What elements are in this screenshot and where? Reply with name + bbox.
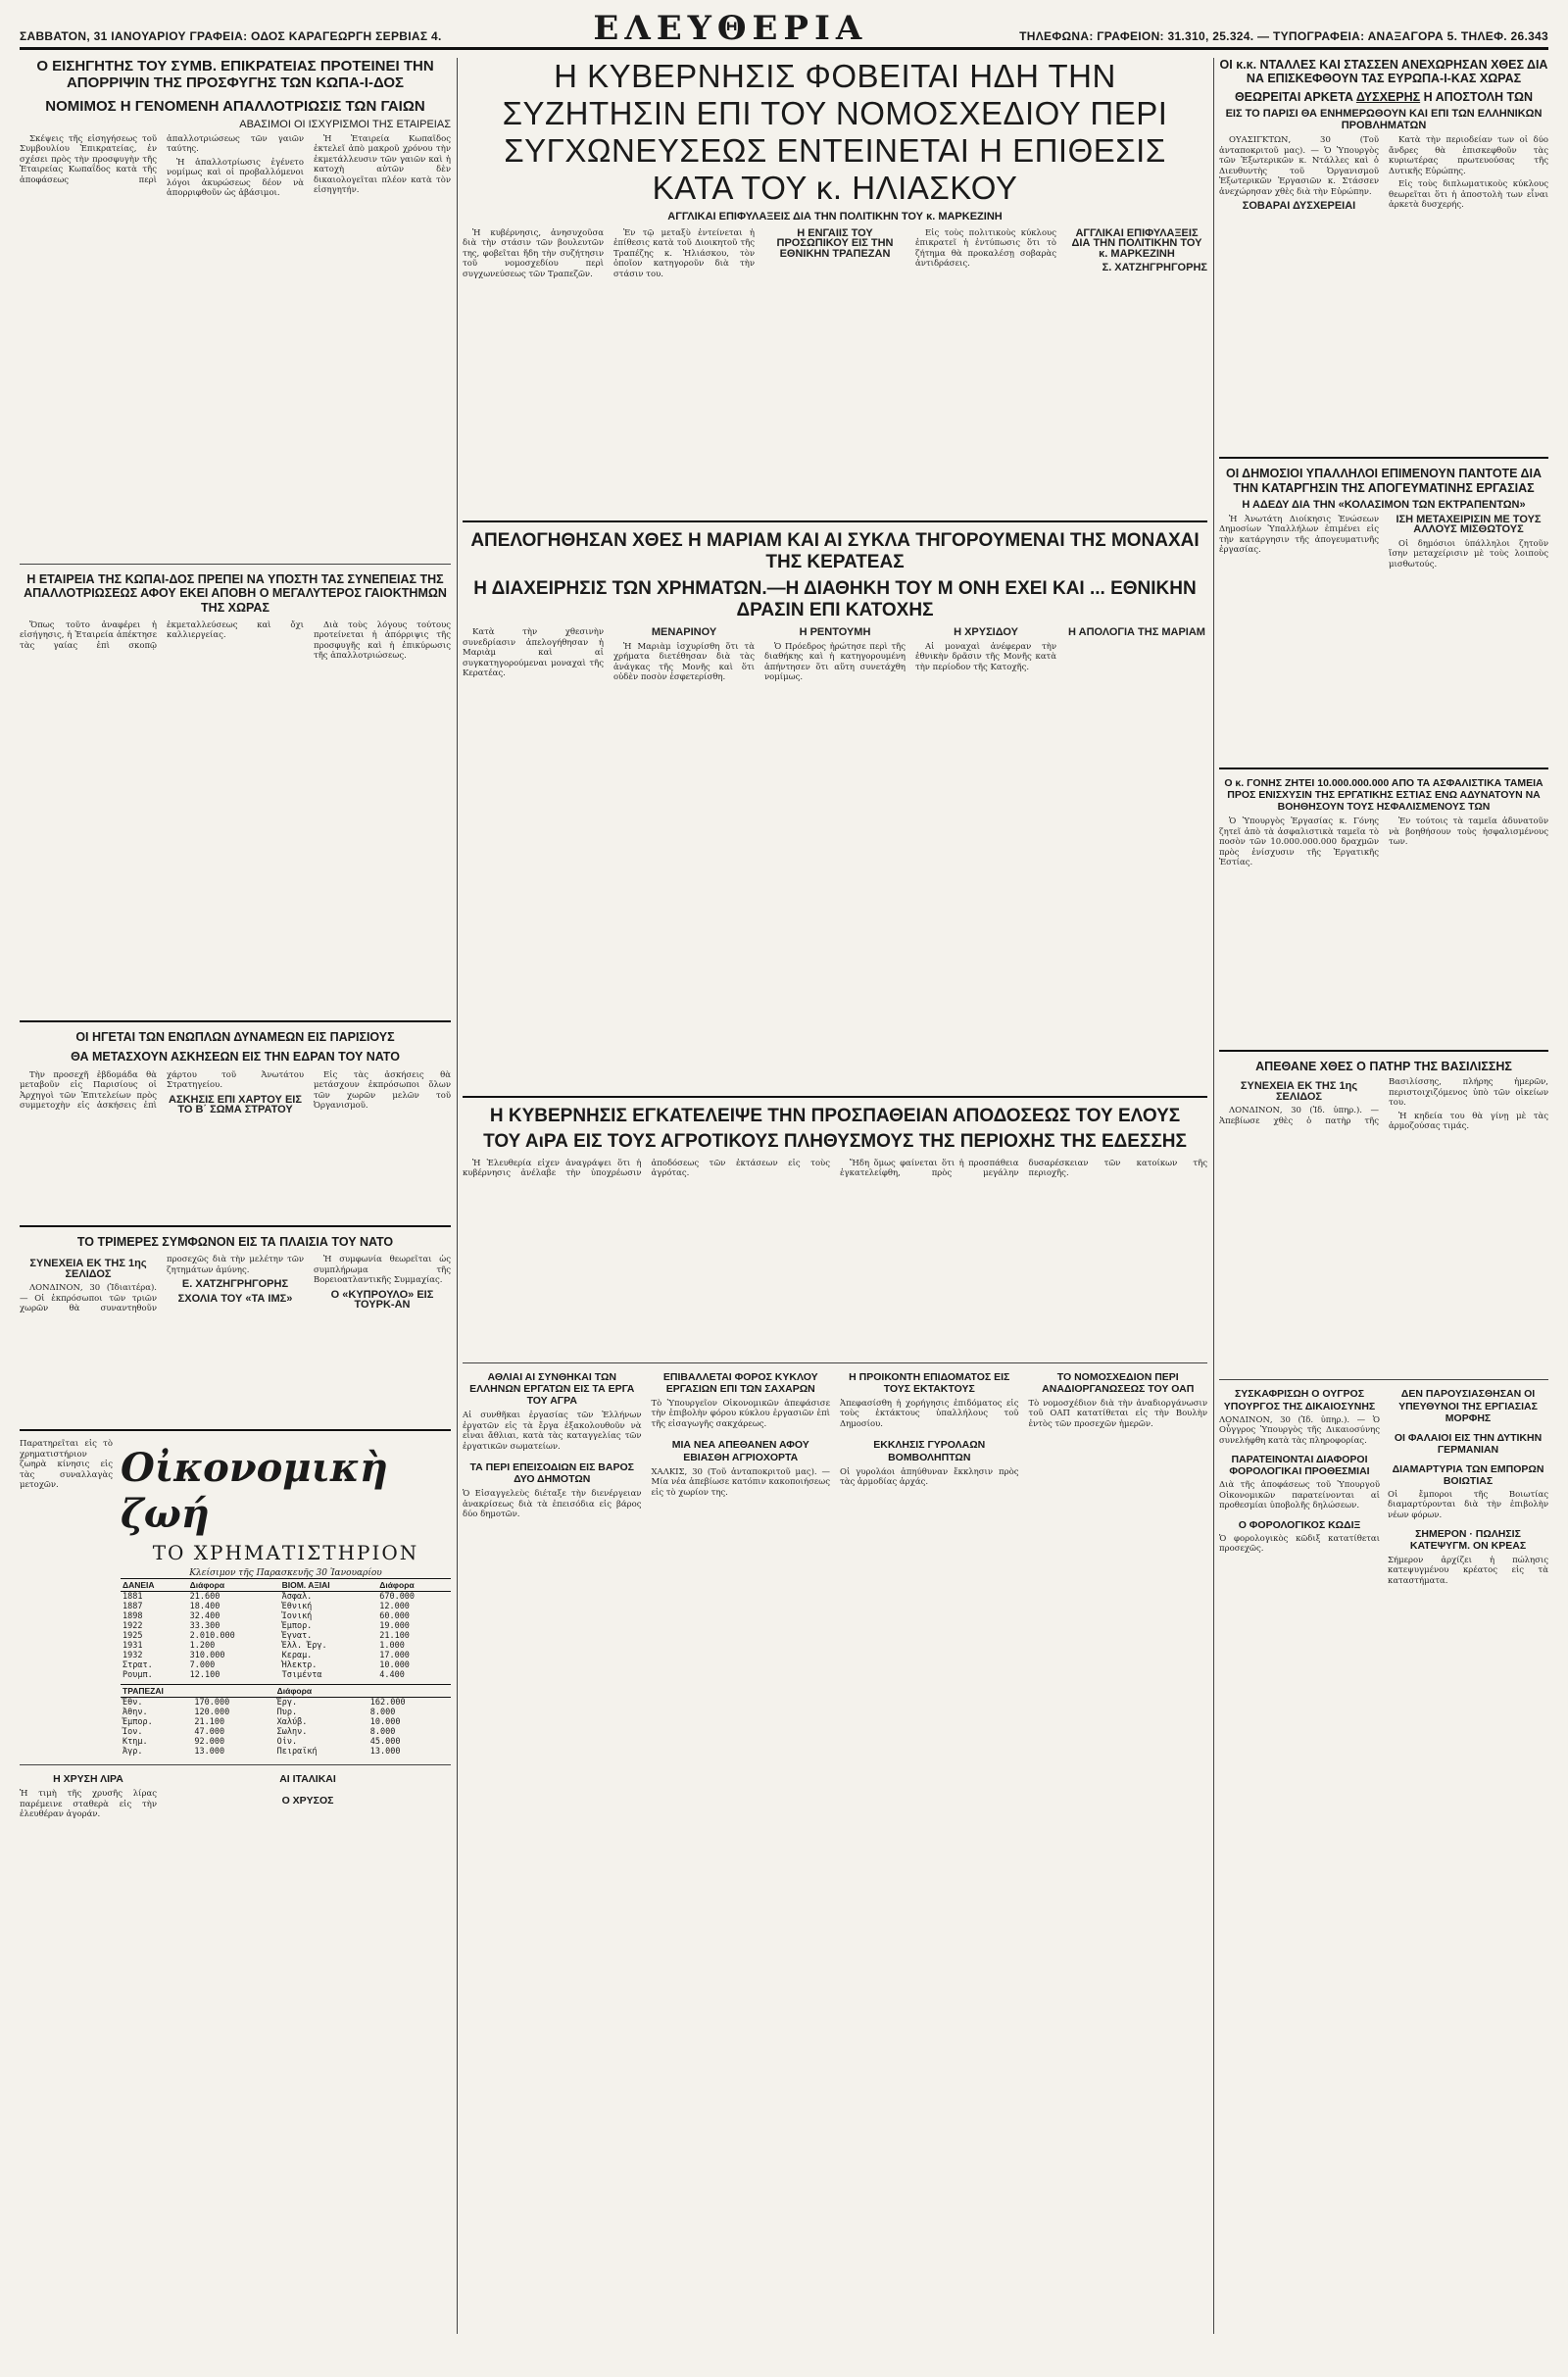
section-subhead: ΜΕΝΑΡΙΝΟΥ [651, 627, 717, 639]
short-news-grid [1219, 1388, 1548, 1586]
table-cell: Οἰν. [276, 1737, 298, 1747]
table-cell: 1932 [122, 1651, 143, 1660]
article-body [1219, 135, 1548, 449]
table-cell: Ἐγνατ. [281, 1631, 313, 1641]
short-news-headline: ΣΥΣΚΑΦΡΙΣΩΗ Ο ΟΥΓΡΟΣ ΥΠΟΥΡΓΟΣ ΤΗΣ ΔΙΚΑΙΟΣΥΝΗΣ [1223, 1388, 1376, 1412]
lead-kicker: ΑΓΓΛΙΚΑΙ ΕΠΙΦΥΛΑΞΕΙΣ ΔΙΑ ΤΗΝ ΠΟΛΙΤΙΚΗΝ ΤΟΥ κ. ΜΑΡΚΕΖΙΝΗ [667, 210, 1003, 223]
article-headline: ΟΙ κ.κ. ΝΤΑΛΛΕΣ ΚΑΙ ΣΤΑΣΣΕΝ ΑΝΕΧΩΡΗΣΑΝ ΧΘΕΣ ΔΙΑ ΝΑ ΕΠΙΣΚΕΦΘΟΥΝ ΤΑΣ ΕΥΡΩΠΑ-Ι-ΚΑΣ ΧΩΡΑΣ [1219, 58, 1548, 86]
table-cell: 18.400 [189, 1602, 220, 1611]
table-cell: 12.000 [379, 1602, 410, 1611]
paragraph: ΛΟΝΔΙΝΟΝ, 30 (Ἰδιαιτέρα). — Οἱ ἐκπρόσωποι τῶν τριῶν χωρῶν θὰ συναντηθοῦν προσεχῶς διὰ τὴν μελέτην τῶν ζητημάτων ἀμύνης. [20, 1255, 304, 1313]
table-cell: Πειραϊκή [276, 1747, 318, 1757]
article-headline: ΟΙ ΗΓΕΤΑΙ ΤΩΝ ΕΝΩΠΛΩΝ ΔΥΝΑΜΕΩΝ ΕΙΣ ΠΑΡΙΣΙΟΥΣ [75, 1029, 395, 1044]
trial-headline: ΑΠΕΛΟΓΗΘΗΣΑΝ ΧΘΕΣ Η ΜΑΡΙΑΜ ΚΑΙ ΑΙ ΣΥΚΛΑ ΤΗΓΟΡΟΥΜΕΝΑΙ ΤΗΣ ΜΟΝΑΧΑΙ ΤΗΣ ΚΕΡΑΤΕΑΣ [470, 529, 1200, 572]
table-cell: 2.010.000 [189, 1631, 235, 1641]
paragraph: Ἡ ἀπαλλοτρίωσις ἐγένετο νομίμως καὶ οἱ προβαλλόμενοι λόγοι ἀκυρώσεως δέον νὰ ἀπορριφθοῦν ὡς ἀβάσιμοι. [167, 157, 304, 199]
paragraph: Ἡ κυβέρνησις, ἀνησυχοῦσα διὰ τὴν στάσιν τῶν βουλευτῶν της, φοβεῖται ἤδη τὴν συζήτησιν τοῦ νομοσχεδίου περὶ συγχωνεύσεως τῶν Τραπεζῶν. [463, 227, 604, 279]
paragraph: Ὅπως τοῦτο ἀναφέρει ἡ εἰσήγησις, ἡ Ἑταιρεία ἀπέκτησε τὰς γαίας ἐπὶ σκοπῷ ἐκμεταλλεύσεως καὶ ὄχι καλλιεργείας. [20, 619, 304, 651]
byline: Ε. ΧΑΤΖΗΓΡΗΓΟΡΗΣ [181, 1278, 289, 1290]
table-cell: 17.000 [379, 1651, 410, 1660]
table-cell: 1.000 [379, 1641, 405, 1651]
stock-exchange-subtitle: Κλείσιμον τῆς Παρασκευῆς 30 Ἰανουαρίου [189, 1568, 382, 1578]
table-cell: 7.000 [189, 1660, 216, 1670]
short-news-headline: ΤΟ ΝΟΜΟΣΧΕΔΙΟΝ ΠΕΡΙ ΑΝΑΔΙΟΡΓΑΝΩΣΕΩΣ ΤΟΥ ΟΑΠ [1042, 1370, 1195, 1395]
table-cell: 1887 [122, 1602, 143, 1611]
table-cell: 120.000 [194, 1708, 230, 1717]
stock-row [121, 1592, 451, 1603]
table-cell: 1922 [122, 1621, 143, 1631]
section-subhead: ΑΓΓΛΙΚΑΙ ΕΠΙΦΥΛΑΞΕΙΣ ΔΙΑ ΤΗΝ ΠΟΛΙΤΙΚΗΝ ΤΟΥ κ. ΜΑΡΚΕΖΙΝΗ [1071, 227, 1202, 260]
newspaper-title: ΕΛΕΥΘΕΡΙΑ [593, 9, 868, 48]
short-news-item [1219, 1388, 1380, 1586]
short-news-headline: ΔΕΝ ΠΑΡΟΥΣΙΑΣΘΗΣΑΝ ΟΙ ΥΠΕΥΘΥΝΟΙ ΤΗΣ ΕΡΓΙΑΣΙΑΣ ΜΟΡΦΗΣ [1398, 1388, 1538, 1424]
article-body [20, 1255, 451, 1421]
section-subhead: Η ΡΕΝΤΟΥΜΗ [799, 627, 871, 639]
table-cell: 8.000 [369, 1708, 396, 1717]
article-headline: Ο κ. ΓΟΝΗΣ ΖΗΤΕΙ 10.000.000.000 ΑΠΟ ΤΑ ΑΣΦΑΛΙΣΤΙΚΑ ΤΑΜΕΙΑ ΠΡΟΣ ΕΝΙΣΧΥΣΙΝ ΤΗΣ ΕΡΓΑΤΙΚΗΣ ΕΣΤΙΑΣ ΕΝΩ ΑΔΥΝΑΤΟΥΝ ΝΑ ΒΟΗΘΗΣΟΥΝ ΤΟΥΣ ΗΣΦΑΛΙΣΜΕΝΟΥΣ ΤΩΝ [1224, 776, 1544, 813]
section-subhead: Ο «ΚΥΠΡΟΥΛΟ» ΕΙΣ ΤΟΥΡΚ-ΑΝ [330, 1288, 434, 1311]
continuation-note: ΣΥΝΕΧΕΙΑ ΕΚ ΤΗΣ 1ης ΣΕΛΙΔΟΣ [29, 1258, 147, 1280]
left-column [20, 58, 451, 1820]
short-news-headline: ΑΘΛΙΑΙ ΑΙ ΣΥΝΘΗΚΑΙ ΤΩΝ ΕΛΛΗΝΩΝ ΕΡΓΑΤΩΝ ΕΙΣ ΤΑ ΕΡΓΑ ΤΟΥ ΑΓΡΑ [469, 1370, 635, 1407]
short-news-item [652, 1371, 831, 1520]
table-cell: Πυρ. [276, 1708, 298, 1717]
page-columns [20, 50, 1548, 2334]
table-cell: Ἐμπορ. [122, 1717, 153, 1727]
short-news-item [840, 1371, 1019, 1520]
table-header: Διάφορα [377, 1579, 451, 1592]
paragraph: Εἰς τοὺς διπλωματικοὺς κύκλους θεωρεῖται ὅτι ἡ ἀποστολὴ των εἶναι ἀρκετὰ δυσχερής. [1389, 179, 1548, 211]
table-cell: Ρουμπ. [122, 1670, 153, 1680]
article-body [1219, 817, 1548, 1042]
table-cell: 33.300 [189, 1621, 220, 1631]
article-kicker: ΑΒΑΣΙΜΟΙ ΟΙ ΙΣΧΥΡΙΣΜΟΙ ΤΗΣ ΕΤΑΙΡΕΙΑΣ [239, 118, 451, 130]
article-body [1219, 1077, 1548, 1371]
table-cell: 21.600 [189, 1592, 220, 1602]
short-news-item [463, 1371, 642, 1520]
table-cell: Κτημ. [122, 1737, 148, 1747]
short-news-headline: ΣΗΜΕΡΟΝ · ΠΩΛΗΣΙΣ ΚΑΤΕΨΥΓΜ. ΟΝ ΚΡΕΑΣ [1409, 1528, 1527, 1553]
table-cell: Ἐλλ. Ἐργ. [281, 1641, 327, 1651]
table-cell: Ἐθνική [281, 1602, 313, 1611]
lead-article-body [463, 228, 1207, 513]
bank-row [121, 1708, 451, 1717]
short-news-item [1388, 1388, 1548, 1586]
paragraph: Εἰς τοὺς πολιτικοὺς κύκλους ἐπικρατεῖ ἡ ἐντύπωσις ὅτι τὸ ζήτημα θὰ προκαλέσῃ σοβαρὰς ἀντιδράσεις. [915, 227, 1056, 270]
table-cell: 310.000 [189, 1651, 225, 1660]
paragraph: Διὰ τοὺς λόγους τούτους προτείνεται ἡ ἀπόρριψις τῆς προσφυγῆς καὶ ἡ ἐπικύρωσις τῆς ἀπαλλοτριώσεως. [314, 619, 451, 662]
short-news-text: Αἱ συνθῆκαι ἐργασίας τῶν Ἑλλήνων ἐργατῶν εἰς τὰ ἔργα ἐξακολουθοῦν νὰ εἶναι ἄθλιαι, κατὰ τὰς καταγγελίας τῶν ἐργατικῶν σωματείων. [463, 1411, 642, 1452]
article-headline: ΑΠΕΘΑΝΕ ΧΘΕΣ Ο ΠΑΤΗΡ ΤΗΣ ΒΑΣΙΛΙΣΣΗΣ [1255, 1060, 1512, 1074]
table-cell: 670.000 [379, 1592, 416, 1602]
stock-exchange-title: ΤΟ ΧΡΗΜΑΤΙΣΤΗΡΙΟΝ [152, 1541, 419, 1564]
section-subhead: Η ΧΡΥΣΙΔΟΥ [954, 627, 1018, 639]
article-headline: Η ΕΤΑΙΡΕΙΑ ΤΗΣ ΚΩΠΑΙ-ΔΟΣ ΠΡΕΠΕΙ ΝΑ ΥΠΟΣΤΗ ΤΑΣ ΣΥΝΕΠΕΙΑΣ ΤΗΣ ΑΠΑΛΛΟΤΡΙΩΣΕΩΣ ΑΦΟΥ ΕΚΕΙ ΑΠΟΒΗ Ο ΜΕΓΑΛΥΤΕΡΟΣ ΓΑΙΟΚΤΗΜΩΝ ΤΗΣ ΧΩΡΑΣ [24, 571, 447, 615]
table-cell: 10.000 [379, 1660, 410, 1670]
article-body [20, 134, 451, 556]
stock-row [121, 1670, 451, 1680]
section-subhead: Η ΕΝΓΑΙΙΣ ΤΟΥ ΠΡΟΣΩΠΙΚΟΥ ΕΙΣ ΤΗΝ ΕΘΝΙΚΗΝ ΤΡΑΠΕΖΑΝ [776, 227, 894, 260]
column-divider [1213, 58, 1214, 2334]
stock-row [121, 1660, 451, 1670]
banks-table [121, 1684, 451, 1757]
short-news-headline: ΟΙ ΦΑΛΑΙΟΙ ΕΙΣ ΤΗΝ ΔΥΤΙΚΗΝ ΓΕΡΜΑΝΙΑΝ [1394, 1431, 1543, 1456]
article-body [20, 620, 451, 1013]
table-cell: 13.000 [194, 1747, 225, 1757]
paragraph: Οἱ δημόσιοι ὑπάλληλοι ζητοῦν ἴσην μεταχείρισιν μὲ τοὺς λοιποὺς μισθωτούς. [1389, 538, 1548, 569]
masthead [20, 9, 1548, 50]
short-news-text: Τὸ Ὑπουργεῖον Οἰκονομικῶν ἀπεφάσισε τὴν ἐπιβολὴν φόρου κύκλου ἐργασιῶν ἐπὶ τῆς εἰσαγωγῆς σακχάρεως. [651, 1398, 830, 1429]
gold-sovereign-heading: Η ΧΡΥΣΗ ΛΙΡΑ [53, 1773, 123, 1785]
table-cell: Ἀσφαλ. [281, 1592, 313, 1602]
table-cell: 21.100 [194, 1717, 225, 1727]
table-header: ΔΑΝΕΙΑ [121, 1579, 188, 1592]
paragraph: Ἡ Ἑταιρεία Κωπαΐδος ἐκτελεῖ ἀπὸ μακροῦ χρόνου τὴν ἐκμετάλλευσιν τῶν γαιῶν καὶ ἡ κατοχὴ αὐτῶν δὲν δικαιολογεῖται πλέον κατὰ τὸν εἰσηγητήν. [314, 133, 451, 196]
table-cell: 1.200 [189, 1641, 216, 1651]
table-cell: 45.000 [369, 1737, 401, 1747]
table-cell: 1881 [122, 1592, 143, 1602]
stock-exchange-box [121, 1439, 451, 1757]
table-header: ΤΡΑΠΕΖΑΙ [121, 1685, 275, 1698]
table-cell: 13.000 [369, 1747, 401, 1757]
center-column [463, 58, 1207, 1520]
bank-row [121, 1737, 451, 1747]
newspaper-page [20, 9, 1548, 2347]
section-subhead: ΣΧΟΛΙΑ ΤΟΥ «ΤΑ ΙΜΣ» [177, 1292, 293, 1305]
stock-row [121, 1631, 451, 1641]
table-cell: Ἰον. [122, 1727, 143, 1737]
article-headline: ΟΙ ΔΗΜΟΣΙΟΙ ΥΠΑΛΛΗΛΟΙ ΕΠΙΜΕΝΟΥΝ ΠΑΝΤΟΤΕ ΔΙΑ ΤΗΝ ΚΑΤΑΡΓΗΣΙΝ ΤΗΣ ΑΠΟΓΕΥΜΑΤΙΝΗΣ ΕΡΓΑΣΙΑΣ [1225, 467, 1543, 495]
subheadline-underlined-word: ΔΥΣΧΕΡΗΣ [1355, 89, 1421, 104]
table-cell: Ἐμπορ. [281, 1621, 313, 1631]
article-headline: Ο ΕΙΣΗΓΗΤΗΣ ΤΟΥ ΣΥΜΒ. ΕΠΙΚΡΑΤΕΙΑΣ ΠΡΟΤΕΙΝΕΙ ΤΗΝ ΑΠΟΡΡΙΨΙΝ ΤΗΣ ΠΡΟΣΦΥΓΗΣ ΤΩΝ ΚΩΠΑ-Ι-ΔΟΣ [36, 58, 434, 92]
short-news-headline: ΤΑ ΠΕΡΙ ΕΠΕΙΣΟΔΙΩΝ ΕΙΣ ΒΑΡΟΣ ΔΥΟ ΔΗΜΟΤΩΝ [469, 1461, 634, 1486]
table-cell: Ἀθην. [122, 1708, 148, 1717]
short-news-text: Ὁ φορολογικὸς κῶδιξ κατατίθεται προσεχῶς. [1219, 1533, 1380, 1555]
section-subhead: ΙΣΗ ΜΕΤΑΧΕΙΡΙΣΙΝ ΜΕ ΤΟΥΣ ΑΛΛΟΥΣ ΜΙΣΘΩΤΟΥΣ [1396, 514, 1542, 536]
table-cell: 47.000 [194, 1727, 225, 1737]
table-header: Διάφορα [275, 1685, 451, 1698]
table-cell: 60.000 [379, 1611, 410, 1621]
table-cell: 10.000 [369, 1717, 401, 1727]
short-news-headline: ΜΙΑ ΝΕΑ ΑΠΕΘΑΝΕΝ ΑΦΟΥ ΕΒΙΑΣΘΗ ΑΓΡΙΟΧΟΡΤΑ [671, 1439, 809, 1463]
short-news-text: ΧΑΛΚΙΣ, 30 (Τοῦ ἀνταποκριτοῦ μας). — Μία νέα ἀπεβίωσε κατόπιν κακοποιήσεως εἰς τὸ χωρίον της. [651, 1466, 830, 1498]
paragraph: Ἐν τῷ μεταξὺ ἐντείνεται ἡ ἐπίθεσις κατὰ τοῦ Διοικητοῦ τῆς Τραπέζης κ. Ἠλιάσκου, τὸν ὁποῖον κατηγοροῦν διὰ τὴν στάσιν του. [613, 227, 755, 279]
short-news-text: Οἱ ἔμποροι τῆς Βοιωτίας διαμαρτύρονται διὰ τὴν ἐπιβολὴν νέων φόρων. [1388, 1489, 1548, 1520]
gold-sovereign-text: Ἡ τιμὴ τῆς χρυσῆς λίρας παρέμεινε σταθερὰ εἰς τὴν ἐλευθέραν ἀγοράν. [20, 1789, 157, 1820]
paragraph: Ἡ Ἐλευθερία εἶχεν ἀναγράψει ὅτι ἡ κυβέρνησις ἀνέλαβε τὴν ὑποχρέωσιν ἀποδόσεως τῶν ἐκτάσεων εἰς τοὺς ἀγρότας. [463, 1158, 830, 1179]
table-cell: 8.000 [369, 1727, 396, 1737]
table-cell: 162.000 [369, 1698, 406, 1708]
short-news-text: Ὁ Εἰσαγγελεὺς διέταξε τὴν διενέργειαν ἀνακρίσεως διὰ τὰ ἐπεισόδια εἰς βάρος δύο δημοτῶν. [463, 1489, 642, 1520]
short-news-headline: ΠΑΡΑΤΕΙΝΟΝΤΑΙ ΔΙΑΦΟΡΟΙ ΦΟΡΟΛΟΓΙΚΑΙ ΠΡΟΘΕΣΜΙΑΙ [1229, 1454, 1370, 1478]
section-subhead: ΣΟΒΑΡΑΙ ΔΥΣΧΕΡΕΙΑΙ [1242, 200, 1356, 213]
lead-headline: Η ΚΥΒΕΡΝΗΣΙΣ ΦΟΒΕΙΤΑΙ ΗΔΗ ΤΗΝ ΣΥΖΗΤΗΣΙΝ ΕΠΙ ΤΟΥ ΝΟΜΟΣΧΕΔΙΟΥ ΠΕΡΙ ΣΥΓΧΩΝΕΥΣΕΩΣ ΕΝΤΕΙΝΕΤΑΙ Η ΕΠΙΘΕΣΙΣ ΚΑΤΑ ΤΟΥ κ. ΗΛΙΑΣΚΟΥ [502, 58, 1168, 206]
bank-row [121, 1727, 451, 1737]
short-news-item [1029, 1371, 1208, 1520]
stock-row [121, 1611, 451, 1621]
table-cell: 19.000 [379, 1621, 410, 1631]
gold-heading: Ο ΧΡΥΣΟΣ [281, 1795, 334, 1808]
short-news-text: Τὸ νομοσχέδιον διὰ τὴν ἀναδιοργάνωσιν τοῦ ΟΑΠ κατατίθεται εἰς τὴν Βουλὴν ἐντὸς τῶν προσεχῶν ἡμερῶν. [1028, 1398, 1207, 1429]
table-header: Διάφορα [188, 1579, 280, 1592]
table-cell: 32.400 [189, 1611, 220, 1621]
table-cell: Ἐθν. [122, 1698, 143, 1708]
bank-row [121, 1747, 451, 1757]
paragraph: ΛΟΝΔΙΝΟΝ, 30 (Ἰδ. ὑπηρ.). — Ἀπεβίωσε χθὲς ὁ πατὴρ τῆς Βασιλίσσης, πλήρης ἡμερῶν, περιστοιχιζόμενος ὑπὸ τῶν οἰκείων του. [1219, 1077, 1548, 1126]
article-kicker: ΕΙΣ ΤΟ ΠΑΡΙΣΙ ΘΑ ΕΝΗΜΕΡΩΘΟΥΝ ΚΑΙ ΕΠΙ ΤΩΝ ΕΛΛΗΝΙΚΩΝ ΠΡΟΒΛΗΜΑΤΩΝ [1225, 108, 1543, 132]
short-news-headline: ΕΚΚΛΗΣΙΣ ΓΥΡΟΛΑΩΝ ΒΟΜΒΟΛΗΠΤΩΝ [873, 1439, 986, 1463]
table-cell: Σωλην. [276, 1727, 308, 1737]
economic-intro [20, 1439, 113, 1757]
stock-row [121, 1651, 451, 1660]
trial-article-body [463, 627, 1207, 1088]
masthead-phones: ΤΗΛΕΦΩΝΑ: ΓΡΑΦΕΙΟΝ: 31.310, 25.324. — ΤΥΠΟΓΡΑΦΕΙΑ: ΑΝΑΞΑΓΟΡΑ 5. ΤΗΛΕΦ. 26.343 [1019, 29, 1548, 43]
byline: Σ. ΧΑΤΖΗΓΡΗΓΟΡΗΣ [1102, 262, 1207, 274]
short-news-headline: Η ΠΡΟΙΚΟΝΤΗ ΕΠΙΔΟΜΑΤΟΣ ΕΙΣ ΤΟΥΣ ΕΚΤΑΚΤΟΥΣ [849, 1370, 1010, 1395]
section-subhead: ΑΣΚΗΣΙΣ ΕΠΙ ΧΑΡΤΟΥ ΕΙΣ ΤΟ Β΄ ΣΩΜΑ ΣΤΡΑΤΟΥ [169, 1093, 302, 1116]
short-news-headline: Ο ΦΟΡΟΛΟΓΙΚΟΣ ΚΩΔΙΞ [1238, 1518, 1361, 1531]
paragraph: Σκέψεις τῆς εἰσηγήσεως τοῦ Συμβουλίου Ἐπικρατείας, ἐν σχέσει πρὸς τὴν προσφυγὴν τῆς Ἑταιρείας Κωπαΐδος κατὰ τῆς ἀποφάσεως περὶ ἀπαλλοτριώσεως τῶν γαιῶν ταύτης. [20, 133, 304, 185]
stock-row [121, 1602, 451, 1611]
paragraph: Ἡ Μαριὰμ ἰσχυρίσθη ὅτι τὰ χρήματα διετέθησαν διὰ τὰς ἀνάγκας τῆς Μονῆς καὶ ὅτι οὐδὲν ποσὸν ἐσφετερίσθη. [613, 641, 755, 683]
article-headline: ΤΟ ΤΡΙΜΕΡΕΣ ΣΥΜΦΩΝΟΝ ΕΙΣ ΤΑ ΠΛΑΙΣΙΑ ΤΟΥ ΝΑΤΟ [76, 1234, 394, 1249]
table-cell: Χαλύβ. [276, 1717, 308, 1727]
stock-table [121, 1578, 451, 1680]
article-subheadline [1219, 90, 1548, 104]
article-body [20, 1070, 451, 1217]
column-divider [457, 58, 458, 2334]
article-kicker: Η ΑΔΕΔΥ ΔΙΑ ΤΗΝ «ΚΟΛΑΣΙΜΟΝ ΤΩΝ ΕΚΤΡΑΠΕΝΤΩΝ» [1242, 498, 1526, 511]
paragraph: Ὁ Πρόεδρος ἠρώτησε περὶ τῆς διαθήκης καὶ ἡ κατηγορουμένη ἀπήντησεν ὅτι αὕτη συνετάχθη νομίμως. [764, 641, 906, 683]
table-cell: 170.000 [194, 1698, 230, 1708]
short-news-text: Ἀπεφασίσθη ἡ χορήγησις ἐπιδόματος εἰς τοὺς ἐκτάκτους ὑπαλλήλους τοῦ Δημοσίου. [840, 1398, 1019, 1429]
table-cell: 4.400 [379, 1670, 405, 1680]
italian-heading: ΑΙ ΙΤΑΛΙΚΑΙ [279, 1773, 336, 1785]
right-column [1219, 58, 1548, 1586]
short-news-text: Οἱ γυρολάοι ἀπηύθυναν ἔκκλησιν πρὸς τὰς ἀρμοδίας ἀρχάς. [840, 1466, 1019, 1488]
paragraph: Κατὰ τὴν χθεσινὴν συνεδρίασιν ἀπελογήθησαν ἡ Μαριὰμ καὶ αἱ συγκατηγορούμεναι μοναχαὶ τῆς Κερατέας. [463, 627, 604, 679]
subheadline-part: ΘΕΩΡΕΙΤΑΙ ΑΡΚΕΤΑ [1234, 89, 1353, 104]
trial-subheadline: Η ΔΙΑΧΕΙΡΗΣΙΣ ΤΩΝ ΧΡΗΜΑΤΩΝ.—Η ΔΙΑΘΗΚΗ ΤΟΥ Μ ΟΝΗ ΕΧΕΙ ΚΑΙ ... ΕΘΝΙΚΗΝ ΔΡΑΣΙΝ ΕΠΙ ΚΑΤΟΧΗΣ [473, 578, 1197, 621]
edessa-headline: Η ΚΥΒΕΡΝΗΣΙΣ ΕΓΚΑΤΕΛΕΙΨΕ ΤΗΝ ΠΡΟΣΠΑΘΕΙΑΝ ΑΠΟΔΟΣΕΩΣ ΤΟΥ ΕΛΟΥΣ [489, 1106, 1181, 1127]
short-news-headline: ΕΠΙΒΑΛΛΕΤΑΙ ΦΟΡΟΣ ΚΥΚΛΟΥ ΕΡΓΑΣΙΩΝ ΕΠΙ ΤΩΝ ΣΑΧΑΡΩΝ [662, 1370, 818, 1395]
paragraph: Εἰς τὰς ἀσκήσεις θὰ μετάσχουν ἐκπρόσωποι ὅλων τῶν χωρῶν μελῶν τοῦ Ὀργανισμοῦ. [314, 1069, 451, 1112]
stock-row [121, 1641, 451, 1651]
stock-row [121, 1621, 451, 1631]
paragraph: ΟΥΑΣΙΓΚΤΩΝ, 30 (Τοῦ ἀνταποκριτοῦ μας). — Ὁ Ὑπουργὸς τῶν Ἐξωτερικῶν κ. Ντάλλες καὶ ὁ Διευθυντὴς τοῦ Ὀργανισμοῦ Ἐξωτερικῶν Ἐργασιῶν κ. Στάσσεν ἀνεχώρησαν χθὲς διὰ τὴν Εὐρώπην. [1219, 135, 1379, 197]
table-cell: 1925 [122, 1631, 143, 1641]
short-news-text: ΛΟΝΔΙΝΟΝ, 30 (Ἰδ. ὑπηρ.). — Ὁ Οὖγγρος Ὑπουργὸς τῆς Δικαιοσύνης συνελήφθη κατὰ τὰς πληροφορίας. [1219, 1414, 1380, 1446]
table-cell: 92.000 [194, 1737, 225, 1747]
table-cell: 12.100 [189, 1670, 220, 1680]
table-cell: Ἀγρ. [122, 1747, 143, 1757]
paragraph: Ἤδη ὅμως φαίνεται ὅτι ἡ προσπάθεια ἐγκατελείφθη, πρὸς μεγάλην δυσαρέσκειαν τῶν κατοίκων τῆς περιοχῆς. [840, 1158, 1207, 1179]
table-cell: Στρατ. [122, 1660, 153, 1670]
paragraph: Ὁ Ὑπουργὸς Ἐργασίας κ. Γόνης ζητεῖ ἀπὸ τὰ ἀσφαλιστικὰ ταμεῖα τὸ ποσὸν τῶν 10.000.000.000 δραχμῶν πρὸς ἐνίσχυσιν τῆς Ἐργατικῆς Ἑστίας. [1219, 817, 1379, 868]
paragraph: Ἡ κηδεία του θὰ γίνῃ μὲ τὰς ἁρμοζούσας τιμάς. [1389, 1111, 1548, 1132]
table-cell: 1931 [122, 1641, 143, 1651]
article-body [1219, 515, 1548, 760]
bank-row [121, 1698, 451, 1708]
paragraph: Κατὰ τὴν περιοδείαν των οἱ δύο ἄνδρες θὰ ἐπισκεφθοῦν τὰς κυριωτέρας πρωτευούσας τῆς Δυτικῆς Εὐρώπης. [1389, 135, 1548, 176]
economic-section [20, 1439, 451, 1757]
table-cell: Ἠλεκτρ. [281, 1660, 318, 1670]
economic-life-title: Οἰκονομικὴ ζωή [121, 1445, 388, 1537]
article-subheadline: ΘΑ ΜΕΤΑΣΧΟΥΝ ΑΣΚΗΣΕΩΝ ΕΙΣ ΤΗΝ ΕΔΡΑΝ ΤΟΥ ΝΑΤΟ [71, 1050, 400, 1065]
table-cell: Ἐργ. [276, 1698, 298, 1708]
paragraph: Ἐν τούτοις τὰ ταμεῖα ἀδυνατοῦν νὰ βοηθήσουν τοὺς ἠσφαλισμένους των. [1389, 817, 1548, 848]
bank-row [121, 1717, 451, 1727]
table-header: ΒΙΟΜ. ΑΞΙΑΙ [280, 1579, 378, 1592]
short-news-text: Διὰ τῆς ἀποφάσεως τοῦ Ὑπουργοῦ Οἰκονομικῶν παρατείνονται αἱ προθεσμίαι ὑποβολῆς δηλώσεων. [1219, 1480, 1380, 1511]
short-news-text: Σήμερον ἀρχίζει ἡ πώλησις κατεψυγμένου κρέατος εἰς τὰ καταστήματα. [1388, 1555, 1548, 1586]
table-cell: 21.100 [379, 1631, 410, 1641]
edessa-article-body [463, 1159, 1207, 1355]
section-subhead: Η ΑΠΟΛΟΓΙΑ ΤΗΣ ΜΑΡΙΑΜ [1068, 627, 1205, 639]
masthead-date-address: ΣΑΒΒΑΤΟΝ, 31 ΙΑΝΟΥΑΡΙΟΥ ΓΡΑΦΕΙΑ: ΟΔΟΣ ΚΑΡΑΓΕΩΡΓΗ ΣΕΡΒΙΑΣ 4. [20, 29, 442, 43]
paragraph: Τὴν προσεχῆ ἑβδομάδα θὰ μεταβοῦν εἰς Παρισίους οἱ Ἀρχηγοὶ τῶν Ἐπιτελείων πρὸς συμμετοχὴν εἰς ἀσκήσεις ἐπὶ χάρτου τοῦ Ἀνωτάτου Στρατηγείου. [20, 1069, 304, 1112]
table-cell: 1898 [122, 1611, 143, 1621]
table-cell: Ἰονική [281, 1611, 313, 1621]
short-news-headline: ΔΙΑΜΑΡΤΥΡΙΑ ΤΩΝ ΕΜΠΟΡΩΝ ΒΟΙΩΤΙΑΣ [1392, 1462, 1544, 1487]
table-cell: Κεραμ. [281, 1651, 313, 1660]
edessa-subheadline: ΤΟΥ ΑιΡΑ ΕΙΣ ΤΟΥΣ ΑΓΡΟΤΙΚΟΥΣ ΠΛΗΘΥΣΜΟΥΣ ΤΗΣ ΠΕΡΙΟΧΗΣ ΤΗΣ ΕΔΕΣΣΗΣ [483, 1130, 1187, 1152]
paragraph: Αἱ μοναχαὶ ἀνέφεραν τὴν ἐθνικὴν δρᾶσιν τῆς Μονῆς κατὰ τὴν περίοδον τῆς Κατοχῆς. [915, 641, 1056, 672]
economic-intro-text: Παρατηρεῖται εἰς τὸ χρηματιστήριον ζωηρὰ κίνησις εἰς τὰς συναλλαγὰς μετοχῶν. [20, 1439, 113, 1490]
subheadline-part: Η ΑΠΟΣΤΟΛΗ ΤΩΝ [1423, 89, 1534, 104]
continuation-note: ΣΥΝΕΧΕΙΑ ΕΚ ΤΗΣ 1ης ΣΕΛΙΔΟΣ [1240, 1080, 1358, 1103]
table-cell: Τσιμέντα [281, 1670, 322, 1680]
paragraph: Ἡ συμφωνία θεωρεῖται ὡς συμπλήρωμα τῆς Βορειοατλαντικῆς Συμμαχίας. [314, 1255, 451, 1285]
article-subheadline: ΝΟΜΙΜΟΣ Η ΓΕΝΟΜΕΝΗ ΑΠΑΛΛΟΤΡΙΩΣΙΣ ΤΩΝ ΓΑΙΩΝ [45, 97, 425, 115]
short-news-grid [463, 1371, 1207, 1520]
paragraph: Ἡ Ἀνωτάτη Διοίκησις Ἑνώσεων Δημοσίων Ὑπαλλήλων ἐπιμένει εἰς τὴν κατάργησιν τῆς ἀπογευματινῆς ἐργασίας. [1219, 514, 1379, 556]
